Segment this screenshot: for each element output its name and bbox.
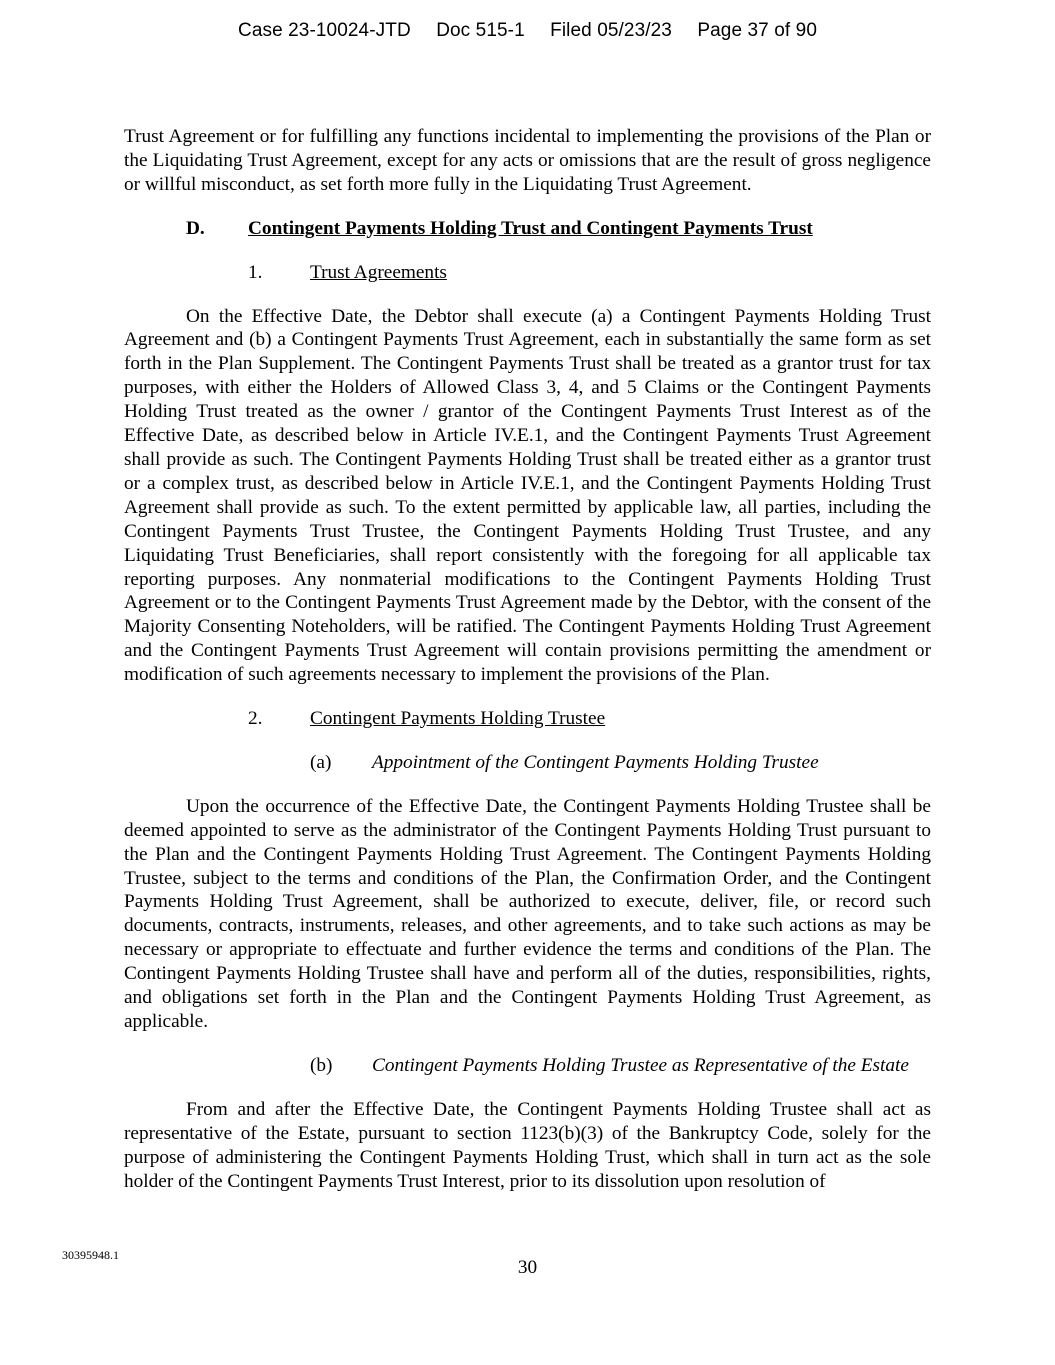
paragraph-intro: Trust Agreement or for fulfilling any functions incidental to implementing the provisions of the Plan or the Liquidating Trust Agreement, except for any acts or omissions that are the result of gross negligence or willful misconduct, as set forth more fully in the Liquidating Trust Agreement.	[124, 126, 931, 195]
item-title: Appointment of the Contingent Payments Holding Trustee	[372, 751, 819, 773]
subsection-number: 1.	[248, 261, 263, 283]
section-heading-d	[186, 217, 931, 241]
item-number: (a)	[310, 751, 332, 773]
section-title: Contingent Payments Holding Trust and Contingent Payments Trust	[248, 217, 813, 239]
document-body	[124, 125, 931, 1193]
case-number: Case 23-10024-JTD	[238, 20, 411, 41]
document-id: 30395948.1	[62, 1248, 119, 1262]
subsection-title: Contingent Payments Holding Trustee	[310, 708, 606, 730]
paragraph-trust-agreements: On the Effective Date, the Debtor shall execute (a) a Contingent Payments Holding Trust Agreement and (b) a Contingent Payments Trust Agreement, each in substantially the same form as set forth in the Plan Supplement. The Contingent Payments Trust shall be treated as a grantor trust for tax purposes, with either the Holders of Allowed Class 3, 4, and 5 Claims or the Contingent Payments Holding Trust treated as the owner / grantor of the Contingent Payments Trust Interest as of the Effective Date, as described below in Article IV.E.1, and the Contingent Payments Trust Agreement shall provide as such. The Contingent Payments Holding Trust shall be treated either as a grantor trust or a complex trust, as described below in Article IV.E.1, and the Contingent Payments Holding Trust Agreement shall provide as such. To the extent permitted by applicable law, all parties, including the Contingent Payments Trust Trustee, the Contingent Payments Holding Trust Trustee, and any Liquidating Trust Beneficiaries, shall report consistently with the foregoing for all applicable tax reporting purposes. Any nonmaterial modifications to the Contingent Payments Holding Trust Agreement or to the Contingent Payments Trust Agreement made by the Debtor, with the consent of the Majority Consenting Noteholders, will be ratified. The Contingent Payments Holding Trust Agreement and the Contingent Payments Trust Agreement will contain provisions permitting the amendment or modification of such agreements necessary to implement the provisions of the Plan.	[124, 305, 931, 686]
filed-date: Filed 05/23/23	[550, 20, 672, 41]
court-filing-header	[0, 20, 1055, 42]
page-count: Page 37 of 90	[697, 20, 817, 41]
item-title: Contingent Payments Holding Trustee as Representative of the Estate	[372, 1054, 909, 1076]
item-number: (b)	[310, 1054, 333, 1076]
subsection-title: Trust Agreements	[310, 261, 447, 283]
subsection-heading-2	[248, 707, 931, 731]
item-heading-b	[310, 1054, 931, 1078]
paragraph-representative: From and after the Effective Date, the Contingent Payments Holding Trustee shall act as representative of the Estate, pursuant to section 1123(b)(3) of the Bankruptcy Code, solely for the purpose of administering the Contingent Payments Holding Trust, which shall in turn act as the sole holder of the Contingent Payments Trust Interest, prior to its dissolution upon resolution of	[124, 1098, 931, 1192]
doc-number: Doc 515-1	[436, 20, 525, 41]
subsection-heading-1	[248, 261, 931, 285]
subsection-number: 2.	[248, 708, 263, 730]
item-heading-a	[310, 751, 931, 775]
page-number: 30	[517, 1257, 538, 1278]
paragraph-appointment: Upon the occurrence of the Effective Date, the Contingent Payments Holding Trustee shall be deemed appointed to serve as the administrator of the Contingent Payments Holding Trust pursuant to the Plan and the Contingent Payments Holding Trust Agreement. The Contingent Payments Holding Trustee, subject to the terms and conditions of the Plan, the Confirmation Order, and the Contingent Payments Holding Trust Agreement, shall be authorized to execute, deliver, file, or record such documents, contracts, instruments, releases, and other agreements, and to take such actions as may be necessary or appropriate to effectuate and further evidence the terms and conditions of the Plan. The Contingent Payments Holding Trustee shall have and perform all of the duties, responsibilities, rights, and obligations set forth in the Plan and the Contingent Payments Holding Trust Agreement, as applicable.	[124, 795, 931, 1032]
section-number: D.	[186, 217, 205, 239]
